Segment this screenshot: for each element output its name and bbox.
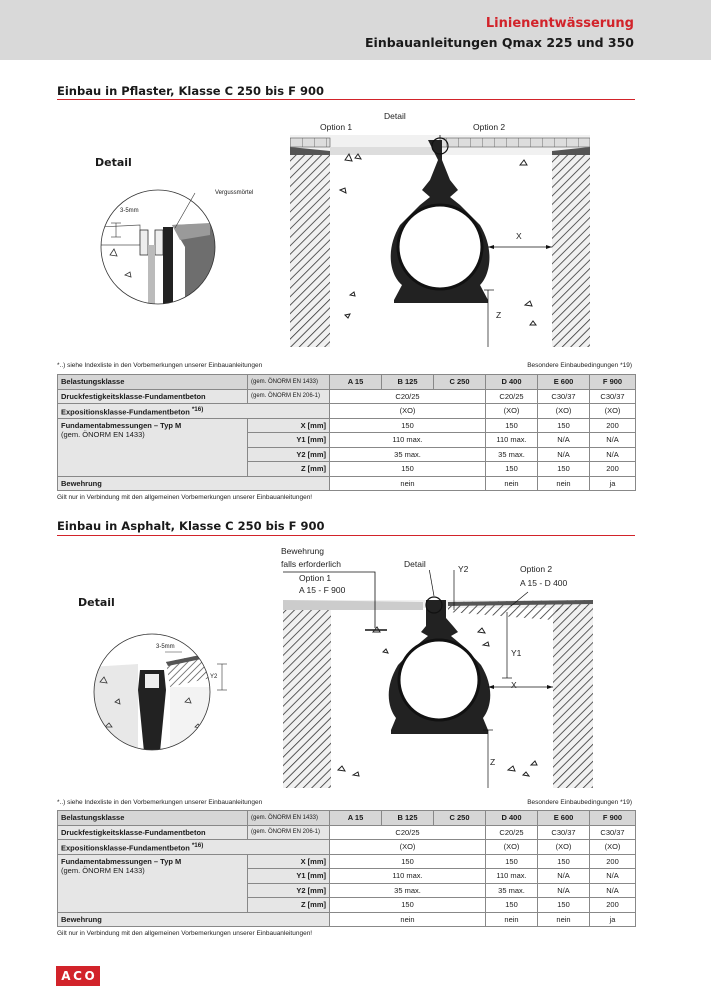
table-row: Bewehrung nein nein nein ja [58,476,636,491]
section2-y1-label: Y1 [511,648,522,658]
section2-dim-label: 3-5mm [156,644,175,650]
section1-special-note: Besondere Einbaubedingungen *19) [527,362,632,369]
section2-option1-range: A 15 - F 900 [299,585,346,595]
section2-detail-heading: Detail [78,596,115,609]
table-row: Druckfestigkeitsklasse-Fundamentbeton (gem. ÖNORM EN 206-1) C20/25 C20/25 C30/37 C30/37 [58,389,636,404]
section1-option1-label: Option 1 [320,122,353,132]
table-row: Y2 [mm] 35 max. 35 max. N/A N/A [58,883,636,898]
section2-bewehrung-label: Bewehrung [281,546,325,556]
table-row: Belastungsklasse (gem. ÖNORM EN 1433) A 15 B 125 C 250 D 400 E 600 F 900 [58,375,636,390]
table-row: Z [mm] 150 150 150 200 [58,898,636,913]
table-row: Druckfestigkeitsklasse-Fundamentbeton (gem. ÖNORM EN 206-1) C20/25 C20/25 C30/37 C30/37 [58,825,636,840]
section2-title: Einbau in Asphalt, Klasse C 250 bis F 900 [57,519,325,533]
section1-dim-label: 3-5mm [120,208,139,214]
aco-logo: A C O [56,966,100,986]
table-row: Y1 [mm] 110 max. 110 max. N/A N/A [58,869,636,884]
section1-index-note: *..) siehe Indexliste in den Vorbemerkungen unserer Einbauanleitungen [57,362,263,369]
section1-footnote: Gilt nur in Verbindung mit den allgemeinen Vorbemerkungen unserer Einbauanleitungen! [57,494,313,501]
section2-footnote: Gilt nur in Verbindung mit den allgemeinen Vorbemerkungen unserer Einbauanleitungen! [57,930,313,937]
section2-option2-label: Option 2 [520,564,553,574]
section2-rule [57,535,635,536]
table-row: Expositionsklasse-Fundamentbeton $^{*16)}$ (XO) (XO) (XO) (XO) [58,840,636,855]
section1-z-label: Z [496,310,502,320]
section2-bewehrung-label2: falls erforderlich [281,559,341,569]
section1-detail-heading: Detail [95,156,132,169]
section1-vergussmoertel-label: Vergussmörtel [215,190,254,196]
table-row: Bewehrung nein nein nein ja [58,912,636,927]
table-row: Expositionsklasse-Fundamentbeton $^{*16)}$ (XO) (XO) (XO) (XO) [58,404,636,419]
section2-option1-label: Option 1 [299,573,332,583]
section2-spec-table [57,810,636,927]
section1-title: Einbau in Pflaster, Klasse C 250 bis F 900 [57,84,324,98]
section2-option2-range: A 15 - D 400 [520,578,568,588]
section2-x-label: X [511,680,517,690]
table-row: Fundamentabmessungen – Typ M (gem. ÖNORM EN 1433) X [mm] 150 150 150 200 [58,854,636,869]
section1-installation-drawing [290,135,590,347]
section2-detail-label: Detail [404,559,426,569]
table-row: Y1 [mm] 110 max. 110 max. N/A N/A [58,433,636,448]
section2-special-note: Besondere Einbaubedingungen *19) [527,799,632,806]
section2-y2-small-label: Y2 [210,674,218,680]
header-category: Linienentwässerung [485,16,634,31]
section1-option2-label: Option 2 [473,122,506,132]
table-row: Fundamentabmessungen – Typ M (gem. ÖNORM EN 1433) X [mm] 150 150 150 200 [58,418,636,433]
section1-detail-label: Detail [384,111,406,121]
section2-z-label: Z [490,757,496,767]
table-row: Belastungsklasse (gem. ÖNORM EN 1433) A 15 B 125 C 250 D 400 E 600 F 900 [58,811,636,826]
section2-y2-label: Y2 [458,564,469,574]
table-row: Y2 [mm] 35 max. 35 max. N/A N/A [58,447,636,462]
header-title: Einbauanleitungen Qmax 225 und 350 [365,35,634,50]
table-row: Z [mm] 150 150 150 200 [58,462,636,477]
section1-spec-table [57,374,636,491]
section2-index-note: *..) siehe Indexliste in den Vorbemerkungen unserer Einbauanleitungen [57,799,263,806]
section1-rule [57,99,635,100]
section2-installation-drawing [283,570,593,788]
section2-detail-drawing [90,632,230,752]
section1-x-label: X [516,231,522,241]
section1-detail-drawing [100,185,220,310]
